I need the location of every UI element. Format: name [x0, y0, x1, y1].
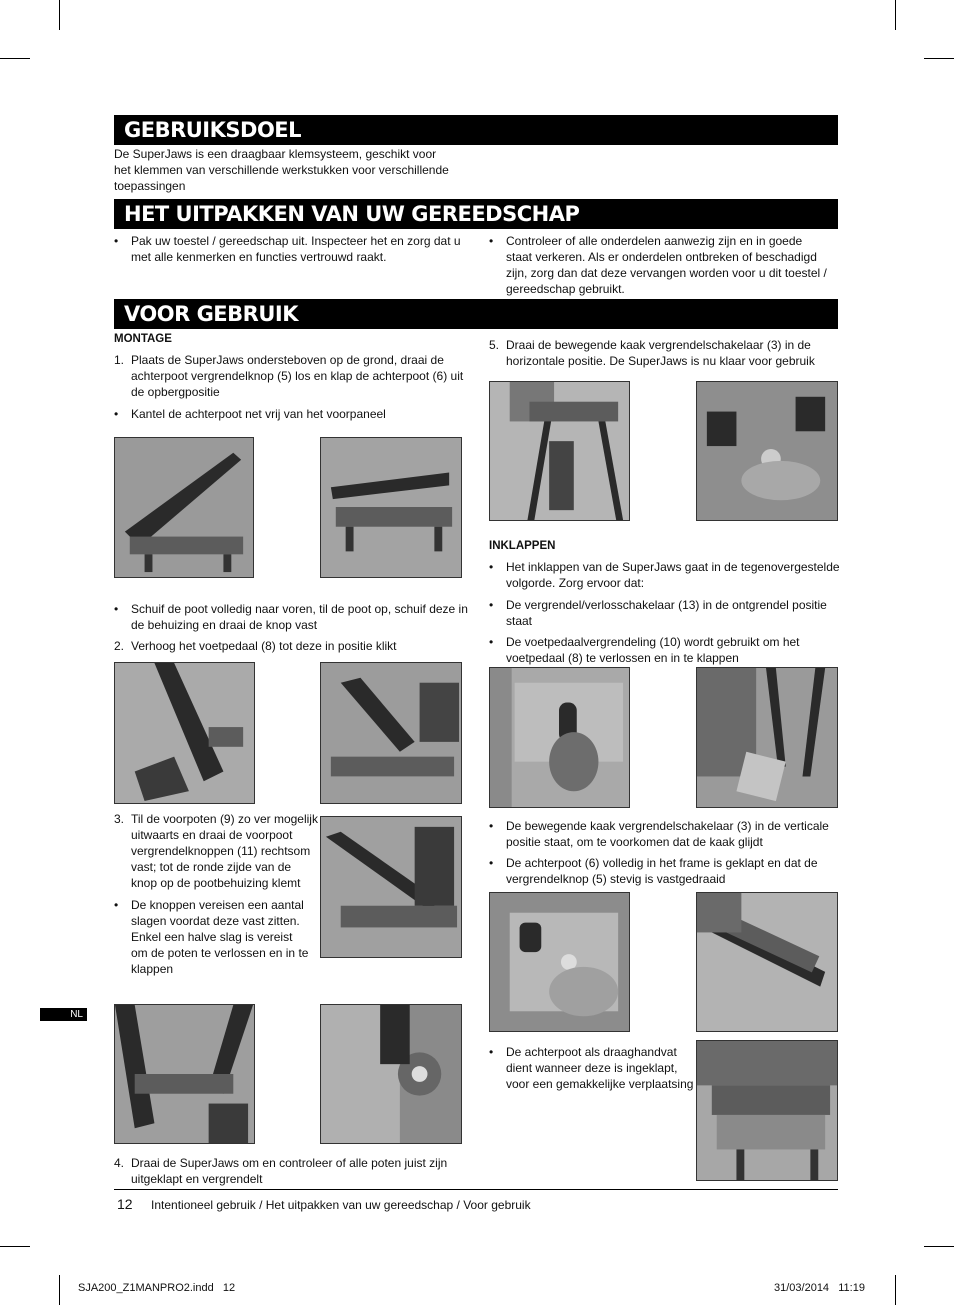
text-line: klappen: [131, 962, 174, 976]
text-line: Draai de SuperJaws om en controleer of alle poten juist zijn: [131, 1156, 448, 1170]
text-line: positie staat, om te voorkomen dat de kaak glijdt: [506, 835, 763, 849]
text-line: vergrendelknop (5) stevig is vastgedraaid: [506, 872, 726, 886]
language-tab: NL: [40, 1008, 87, 1021]
purpose-text: [114, 146, 449, 194]
photo-placeholder: [696, 381, 838, 521]
montage-heading: MONTAGE: [114, 333, 172, 345]
photo-placeholder: [696, 667, 838, 808]
text-line: met alle kenmerken en functies vertrouwd raakt.: [131, 250, 387, 264]
slug-file: SJA200_Z1MANPRO2.indd 12: [78, 1282, 236, 1294]
step-number: 3.: [114, 812, 125, 826]
photo-placeholder: [114, 662, 255, 804]
crop-mark: [924, 58, 954, 59]
text-line: de behuizing en draai de knop vast: [131, 618, 318, 632]
text-line: Draai de bewegende kaak vergrendelschakelaar (3) in de: [506, 338, 811, 352]
step-number: 5.: [489, 338, 500, 352]
slug-date: 31/03/2014 11:19: [774, 1282, 865, 1294]
photo-placeholder: [489, 381, 630, 521]
crop-mark: [59, 1275, 60, 1305]
photo-placeholder: [320, 662, 462, 804]
photo-placeholder: [489, 892, 630, 1032]
text-line: zijn, zorg dan dat deze vervangen worden voor u dit toestel /: [506, 266, 827, 280]
fold-bullet-4: [489, 855, 818, 887]
text-line: om de poten te verlossen en in te: [131, 946, 309, 960]
bullet-marker: •: [489, 1045, 494, 1059]
section-title-before-use: VOOR GEBRUIK: [114, 299, 838, 329]
crop-mark: [59, 0, 60, 30]
section-title-purpose: GEBRUIKSDOEL: [114, 115, 838, 145]
bullet-marker: •: [489, 234, 494, 248]
text-line: achterpoot vergrendelknop (5) los en klap de achterpoot (6) uit: [131, 369, 464, 383]
crop-mark: [895, 1275, 896, 1305]
photo-placeholder: [320, 437, 462, 578]
page-number: 12: [117, 1196, 133, 1212]
fold-bullet-5: [489, 1044, 693, 1092]
photo-placeholder: [320, 816, 462, 958]
text-line: vergrendelknoppen (11) rechtsom: [131, 844, 311, 858]
text-line: horizontale positie. De SuperJaws is nu klaar voor gebruik: [506, 354, 815, 368]
photo-placeholder: [114, 437, 254, 578]
crop-mark: [0, 1246, 30, 1247]
bullet-marker: •: [489, 856, 494, 870]
fold-bullet-2: [489, 634, 800, 666]
bullet-tilt: [114, 406, 386, 422]
bullet-marker: •: [489, 819, 494, 833]
bullet-marker: •: [489, 635, 494, 649]
step-number: 2.: [114, 639, 125, 653]
text-line: volgorde. Zorg ervoor dat:: [506, 576, 645, 590]
step-number: 1.: [114, 353, 125, 367]
text-line: voor een gemakkelijke verplaatsing: [506, 1077, 694, 1091]
text-line: de opbergpositie: [131, 385, 220, 399]
text-line: dient wanneer deze is ingeklapt,: [506, 1061, 678, 1075]
section-title-unpacking: HET UITPAKKEN VAN UW GEREEDSCHAP: [114, 199, 838, 229]
fold-bullet-1: [489, 597, 827, 629]
fold-intro: [489, 559, 840, 591]
text-line: uitwaarts en draai de voorpoot: [131, 828, 293, 842]
text-line: Kantel de achterpoot net vrij van het voorpaneel: [131, 407, 386, 421]
text-line: Til de voorpoten (9) zo ver mogelijk: [131, 812, 318, 826]
bullet-marker: •: [114, 602, 119, 616]
bullet-knobs: [114, 897, 308, 977]
step-3: [114, 811, 318, 891]
bullet-marker: •: [489, 560, 494, 574]
text-line: voetpedaal (8) te verlossen en in te klappen: [506, 651, 739, 665]
bullet-marker: •: [489, 598, 494, 612]
bullet-marker: •: [114, 407, 119, 421]
photo-placeholder: [320, 1004, 462, 1144]
text-line: uitgeklapt en vergrendelt: [131, 1172, 263, 1186]
text-line: knop op de pootbehuizing klemt: [131, 876, 301, 890]
crop-mark: [0, 58, 30, 59]
text-line: toepassingen: [114, 179, 186, 193]
text-line: Plaats de SuperJaws ondersteboven op de grond, draai de: [131, 353, 444, 367]
text-line: Schuif de poot volledig naar voren, til de poot op, schuif deze in: [131, 602, 468, 616]
photo-placeholder: [114, 1004, 255, 1144]
bullet-marker: •: [114, 234, 119, 248]
text-line: De achterpoot als draaghandvat: [506, 1045, 677, 1059]
step-number: 4.: [114, 1156, 125, 1170]
bullet-slide: [114, 601, 468, 633]
photo-placeholder: [696, 892, 838, 1032]
photo-placeholder: [696, 1040, 838, 1181]
unpacking-bullet-right: [489, 233, 827, 297]
text-line: De SuperJaws is een draagbaar klemsysteem, geschikt voor: [114, 147, 437, 161]
folding-heading: INKLAPPEN: [489, 540, 556, 552]
text-line: De voetpedaalvergrendeling (10) wordt gebruikt om het: [506, 635, 800, 649]
text-line: slagen voordat deze vast zitten.: [131, 914, 300, 928]
text-line: gereedschap gebruikt.: [506, 282, 625, 296]
text-line: Verhoog het voetpedaal (8) tot deze in positie klikt: [131, 639, 397, 653]
crop-mark: [924, 1246, 954, 1247]
text-line: staat: [506, 614, 533, 628]
unpacking-bullet-left: [114, 233, 461, 265]
text-line: Controleer of alle onderdelen aanwezig zijn en in goede: [506, 234, 803, 248]
text-line: staat verkeren. Als er onderdelen ontbreken of beschadigd: [506, 250, 817, 264]
text-line: De knoppen vereisen een aantal: [131, 898, 304, 912]
fold-bullet-3: [489, 818, 829, 850]
text-line: het klemmen van verschillende werkstukken voor verschillende: [114, 163, 449, 177]
step-5: [489, 337, 815, 369]
text-line: Enkel een halve slag is vereist: [131, 930, 293, 944]
text-line: Pak uw toestel / gereedschap uit. Inspecteer het en zorg dat u: [131, 234, 461, 248]
footer-rule: [114, 1189, 838, 1190]
step-1: [114, 352, 463, 400]
text-line: De achterpoot (6) volledig in het frame is geklapt en dat de: [506, 856, 818, 870]
text-line: De bewegende kaak vergrendelschakelaar (3) in de verticale: [506, 819, 829, 833]
step-2: [114, 638, 397, 654]
crop-mark: [895, 0, 896, 30]
photo-placeholder: [489, 667, 630, 808]
running-title: Intentioneel gebruik / Het uitpakken van uw gereedschap / Voor gebruik: [151, 1198, 531, 1212]
bullet-marker: •: [114, 898, 119, 912]
step-4: [114, 1155, 447, 1187]
text-line: vast; tot de ronde zijde van de: [131, 860, 292, 874]
text-line: De vergrendel/verlosschakelaar (13) in de ontgrendel positie: [506, 598, 827, 612]
text-line: Het inklappen van de SuperJaws gaat in de tegenovergestelde: [506, 560, 840, 574]
